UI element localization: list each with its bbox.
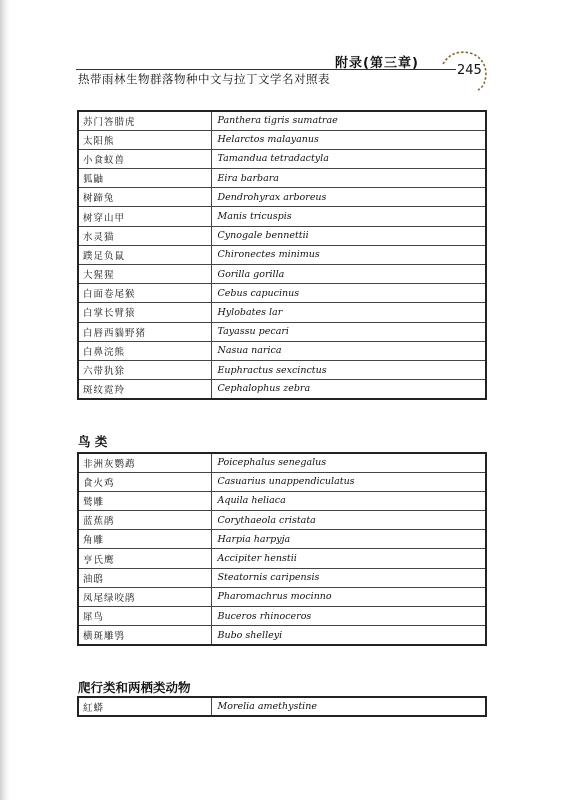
chinese-name-cell: 斑纹霓羚: [78, 380, 211, 399]
chinese-name-cell: 树穿山甲: [78, 207, 211, 226]
chinese-name-cell: 太阳熊: [78, 130, 211, 149]
latin-name-cell: Aquila heliaca: [211, 491, 486, 510]
chinese-name-cell: 亨氏鹰: [78, 549, 211, 568]
latin-name-cell: Manis tricuspis: [211, 207, 486, 226]
latin-name-cell: Bubo shelleyi: [211, 626, 486, 645]
table-row: [78, 587, 486, 606]
chinese-name-cell: 树蹄兔: [78, 188, 211, 207]
latin-name-cell: Casuarius unappendiculatus: [211, 472, 486, 491]
latin-name-cell: Harpia harpyja: [211, 530, 486, 549]
latin-name-cell: Nasua narica: [211, 341, 486, 360]
table-row: [78, 303, 486, 322]
table-row: [78, 626, 486, 645]
birds-table: [77, 452, 487, 646]
table-row: [78, 568, 486, 587]
table-row: [78, 341, 486, 360]
section-title-reptiles: 爬行类和两栖类动物: [78, 680, 191, 695]
chinese-name-cell: 水灵猫: [78, 226, 211, 245]
chinese-name-cell: 紅蟒: [78, 697, 211, 716]
table-row: [78, 607, 486, 626]
latin-name-cell: Tamandua tetradactyla: [211, 149, 486, 168]
table-row: [78, 149, 486, 168]
header-subtitle: 热带雨林生物群落物种中文与拉丁文学名对照表: [78, 72, 330, 86]
chinese-name-cell: 蹼足负鼠: [78, 245, 211, 264]
chinese-name-cell: 蓝蕉鹃: [78, 511, 211, 530]
chinese-name-cell: 角雕: [78, 530, 211, 549]
chinese-name-cell: 横斑雕鸮: [78, 626, 211, 645]
latin-name-cell: Morelia amethystine: [211, 697, 486, 716]
latin-name-cell: Tayassu pecari: [211, 322, 486, 341]
table-row: [78, 380, 486, 399]
table-row: [78, 265, 486, 284]
page-edge-shadow: [0, 0, 10, 800]
latin-name-cell: Eira barbara: [211, 169, 486, 188]
chinese-name-cell: 食火鸡: [78, 472, 211, 491]
latin-name-cell: Hylobates lar: [211, 303, 486, 322]
table-row: [78, 360, 486, 379]
chinese-name-cell: 白鼻浣熊: [78, 341, 211, 360]
latin-name-cell: Chironectes minimus: [211, 245, 486, 264]
page-header: [0, 0, 570, 100]
latin-name-cell: Buceros rhinoceros: [211, 607, 486, 626]
latin-name-cell: Helarctos malayanus: [211, 130, 486, 149]
chinese-name-cell: 白掌长臂猿: [78, 303, 211, 322]
chinese-name-cell: 大猩猩: [78, 265, 211, 284]
latin-name-cell: Dendrohyrax arboreus: [211, 188, 486, 207]
table-row: [78, 188, 486, 207]
table-row: [78, 207, 486, 226]
latin-name-cell: Gorilla gorilla: [211, 265, 486, 284]
chinese-name-cell: 白面卷尾猴: [78, 284, 211, 303]
latin-name-cell: Panthera tigris sumatrae: [211, 111, 486, 130]
chinese-name-cell: 犀鸟: [78, 607, 211, 626]
latin-name-cell: Poicephalus senegalus: [211, 453, 486, 472]
page-number: 245: [457, 63, 482, 78]
chinese-name-cell: 鹫雕: [78, 491, 211, 510]
table-row: [78, 284, 486, 303]
chinese-name-cell: 非洲灰鹦鹉: [78, 453, 211, 472]
chinese-name-cell: 苏门答腊虎: [78, 111, 211, 130]
table-row: [78, 453, 486, 472]
latin-name-cell: Cebus capucinus: [211, 284, 486, 303]
table-row: [78, 530, 486, 549]
mammals-table: [77, 110, 487, 400]
table-row: [78, 130, 486, 149]
table-row: [78, 511, 486, 530]
header-rule: [76, 69, 456, 70]
chinese-name-cell: 油鸱: [78, 568, 211, 587]
chinese-name-cell: 白唇西貒野猪: [78, 322, 211, 341]
table-row: [78, 245, 486, 264]
table-row: [78, 111, 486, 130]
chinese-name-cell: 凤尾绿咬鹃: [78, 587, 211, 606]
table-row: [78, 549, 486, 568]
chinese-name-cell: 小食蚁兽: [78, 149, 211, 168]
table-row: [78, 697, 486, 716]
header-appendix-title: 附录(第三章): [335, 56, 419, 71]
latin-name-cell: Pharomachrus mocinno: [211, 587, 486, 606]
latin-name-cell: Steatornis caripensis: [211, 568, 486, 587]
table-row: [78, 472, 486, 491]
chinese-name-cell: 六带犰狳: [78, 360, 211, 379]
section-title-birds: 鸟 类: [78, 434, 108, 449]
table-row: [78, 491, 486, 510]
latin-name-cell: Cynogale bennettii: [211, 226, 486, 245]
latin-name-cell: Corythaeola cristata: [211, 511, 486, 530]
table-row: [78, 169, 486, 188]
table-row: [78, 226, 486, 245]
latin-name-cell: Cephalophus zebra: [211, 380, 486, 399]
chinese-name-cell: 狐鼬: [78, 169, 211, 188]
table-row: [78, 322, 486, 341]
latin-name-cell: Accipiter henstii: [211, 549, 486, 568]
reptiles-table: [77, 696, 487, 717]
latin-name-cell: Euphractus sexcinctus: [211, 360, 486, 379]
